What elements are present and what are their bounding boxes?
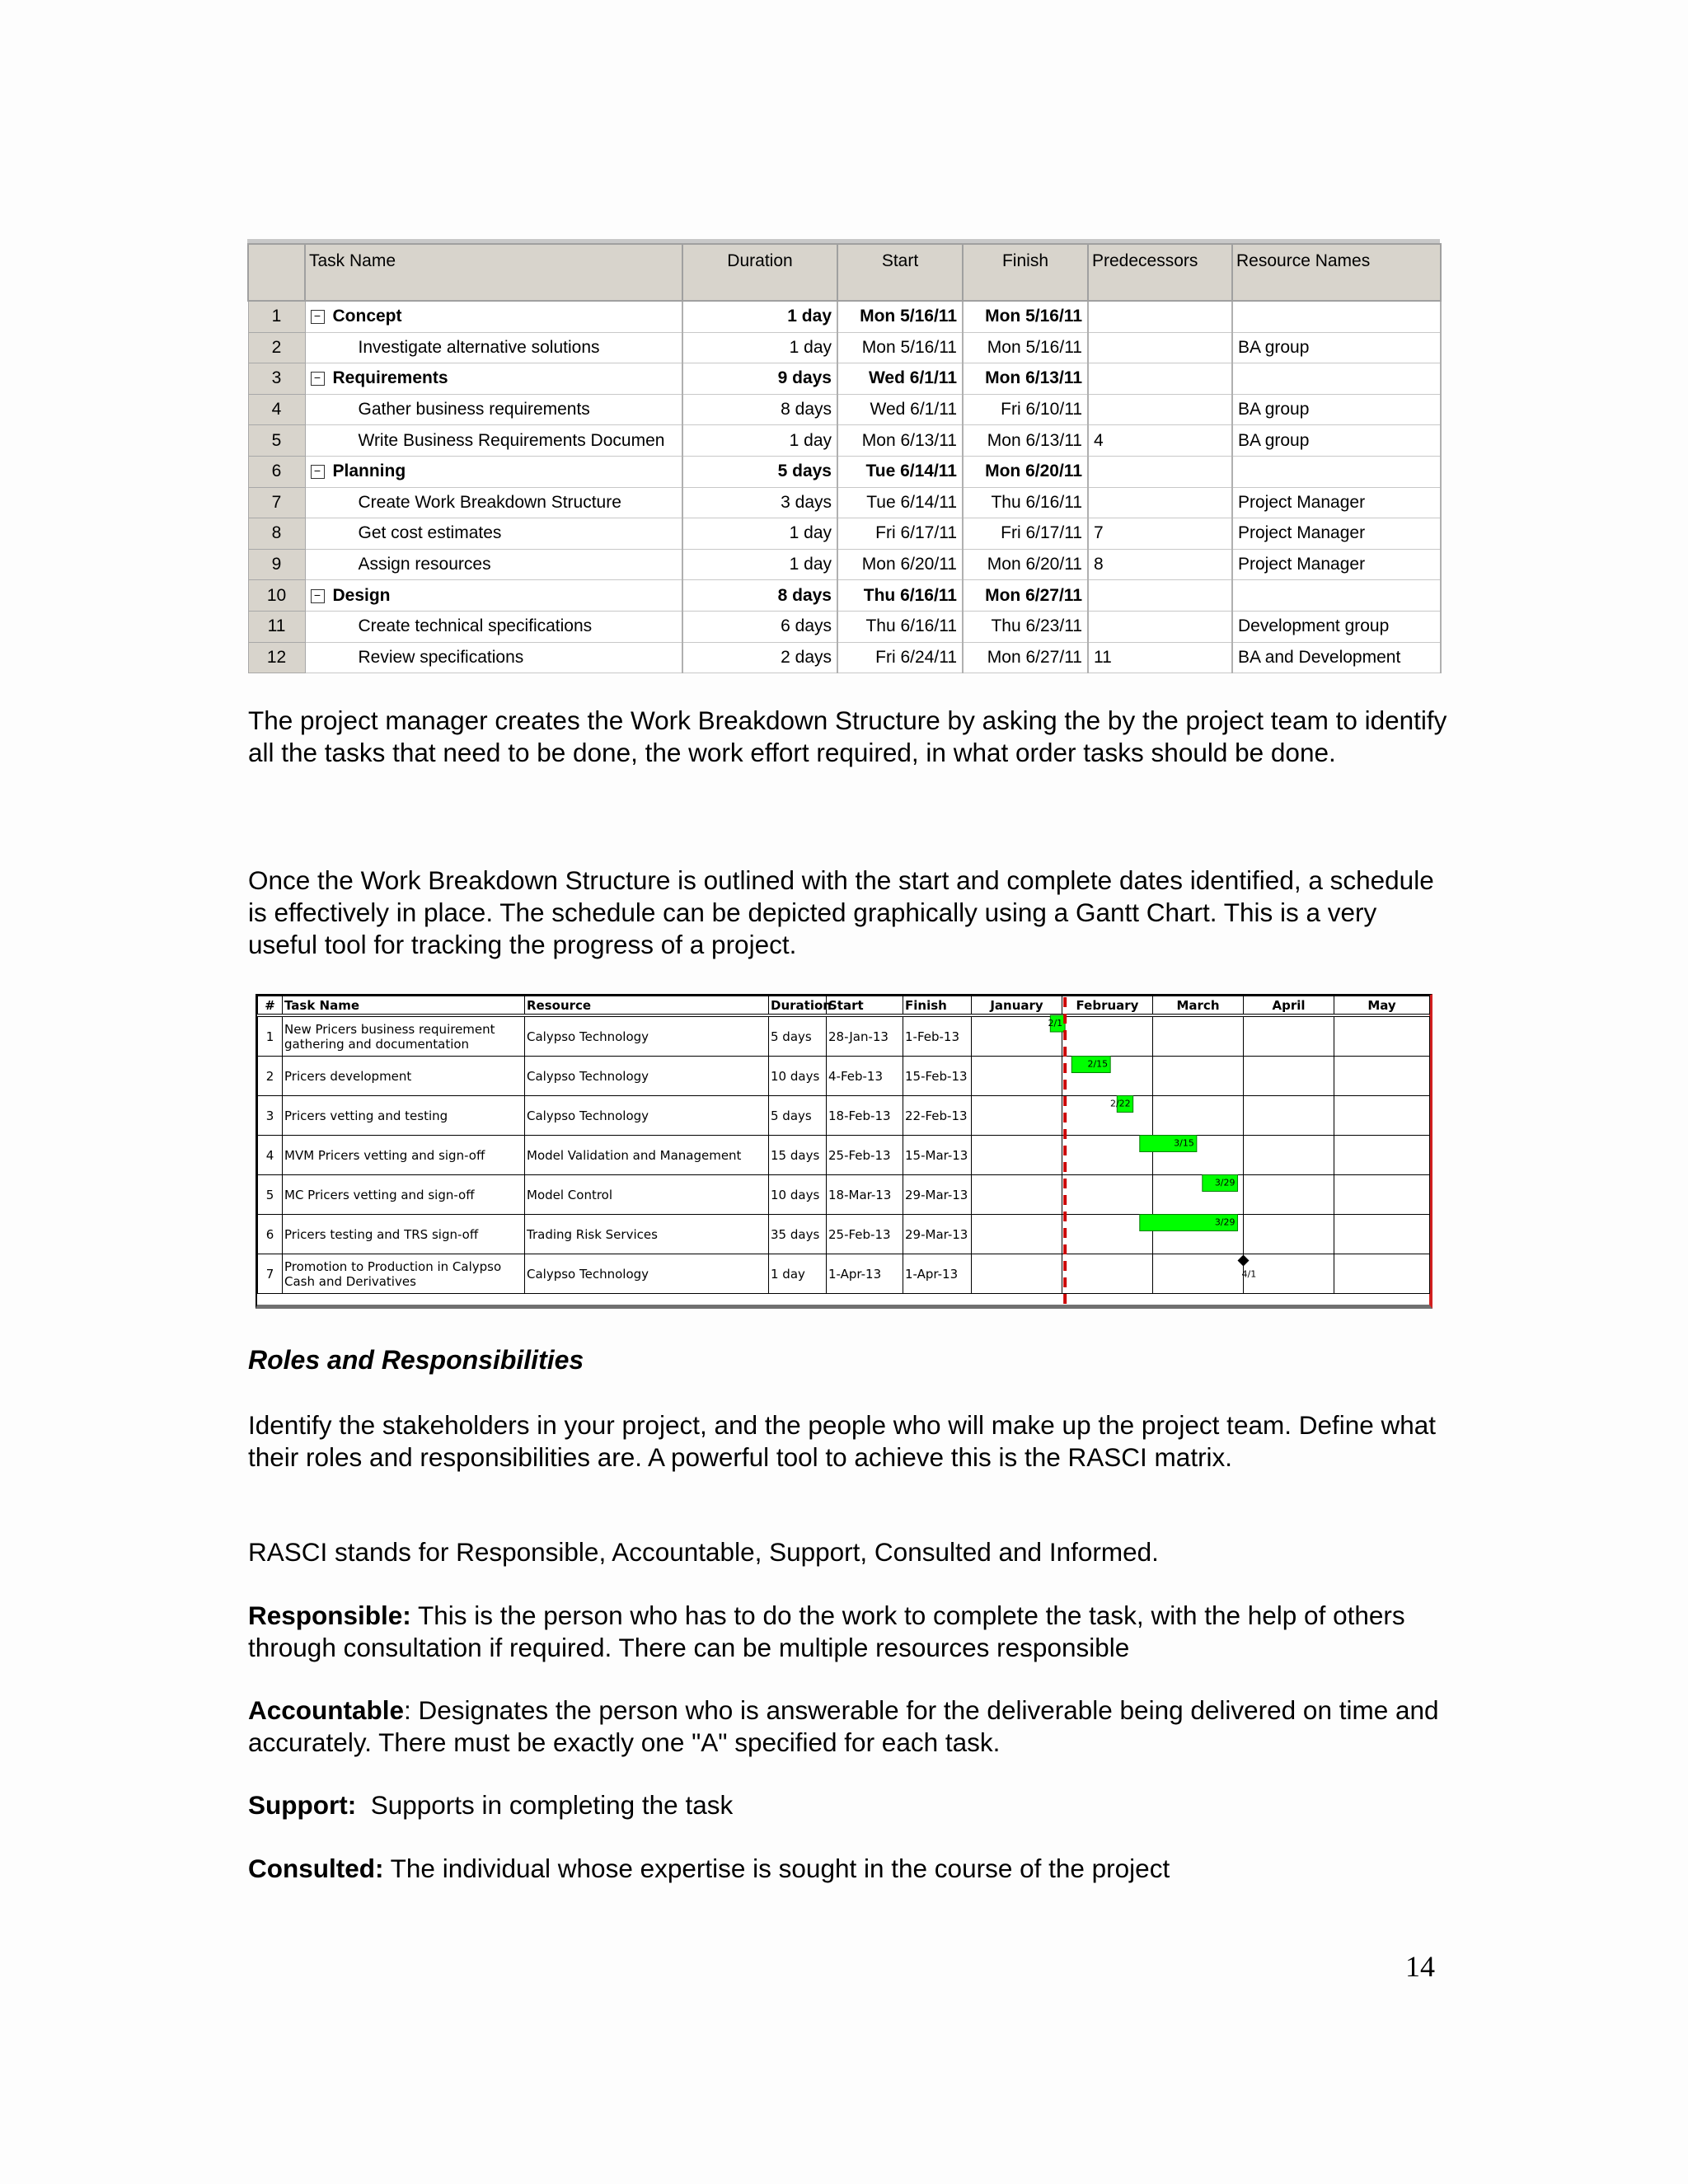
wbs-cell-task <box>305 518 682 550</box>
wbs-task-name: Write Business Requirements Documen <box>358 430 665 450</box>
wbs-cell-num: 10 <box>248 580 305 612</box>
gantt-month-february: February <box>1062 996 1153 1016</box>
wbs-cell-predecessors: 4 <box>1088 425 1232 457</box>
wbs-cell-resource: BA and Development <box>1232 642 1441 673</box>
gantt-cell-duration: 35 days <box>769 1215 827 1254</box>
wbs-cell-start: Mon 6/13/11 <box>837 425 963 457</box>
wbs-row <box>248 363 1441 395</box>
wbs-cell-num: 7 <box>248 487 305 518</box>
text-accountable: : Designates the person who is answerable for the deliverable being delivered on time and accurately. There must be exactly one "A" specified for each task. <box>248 1695 1439 1757</box>
wbs-row <box>248 487 1441 518</box>
gantt-milestone-diamond <box>1238 1255 1250 1267</box>
gantt-bar-label: 3/29 <box>1214 1216 1236 1228</box>
wbs-cell-resource: Project Manager <box>1232 518 1441 550</box>
paragraph-consulted <box>248 1853 1451 1885</box>
wbs-cell-start: Wed 6/1/11 <box>837 363 963 395</box>
wbs-header-start: Start <box>837 244 963 301</box>
wbs-cell-task <box>305 642 682 673</box>
wbs-header-resources: Resource Names <box>1232 244 1441 301</box>
paragraph-rasci: RASCI stands for Responsible, Accountable, Support, Consulted and Informed. <box>248 1537 1159 1567</box>
wbs-cell-resource <box>1232 363 1441 395</box>
gantt-cell-resource: Calypso Technology <box>525 1057 769 1096</box>
gantt-cell-num: 1 <box>258 1015 283 1057</box>
collapse-toggle-icon[interactable]: − <box>311 310 325 324</box>
wbs-cell-num: 2 <box>248 332 305 363</box>
wbs-cell-resource <box>1232 456 1441 487</box>
wbs-cell-start: Mon 5/16/11 <box>837 301 963 332</box>
wbs-cell-duration: 1 day <box>682 301 837 332</box>
gantt-cell-task: MVM Pricers vetting and sign-off <box>283 1136 525 1175</box>
gantt-month-april: April <box>1244 996 1334 1016</box>
wbs-cell-finish: Thu 6/16/11 <box>963 487 1088 518</box>
wbs-cell-num: 6 <box>248 456 305 487</box>
section-heading-roles: Roles and Responsibilities <box>248 1345 584 1375</box>
paragraph-gantt-intro: Once the Work Breakdown Structure is outlined with the start and complete dates identified, a schedule is effectively in place. The schedule can be depicted graphically using a Gantt Chart. This is a very useful tool for tracking the progress of a project. <box>248 865 1434 959</box>
text-support: Supports in completing the task <box>356 1790 734 1820</box>
wbs-task-name: Planning <box>332 462 406 481</box>
wbs-task-name: Review specifications <box>358 647 524 667</box>
wbs-row <box>248 394 1441 425</box>
wbs-cell-duration: 1 day <box>682 332 837 363</box>
gantt-bar-label: 2/1 <box>1048 1018 1063 1029</box>
collapse-toggle-icon[interactable]: − <box>311 372 325 386</box>
wbs-cell-resource: BA group <box>1232 332 1441 363</box>
gantt-bar-label: 4/1 <box>1241 1268 1257 1280</box>
gantt-cell-finish: 29-Mar-13 <box>903 1215 972 1254</box>
wbs-row <box>248 580 1441 612</box>
wbs-cell-finish: Thu 6/23/11 <box>963 611 1088 642</box>
wbs-row <box>248 332 1441 363</box>
paragraph-wbs-intro: The project manager creates the Work Breakdown Structure by asking the by the project team to identify all the tasks that need to be done, the work effort required, in what order tasks should be done. <box>248 705 1447 767</box>
gantt-cell-resource: Calypso Technology <box>525 1015 769 1057</box>
page-number: 14 <box>1405 1950 1435 1983</box>
wbs-cell-task <box>305 549 682 580</box>
wbs-cell-duration: 9 days <box>682 363 837 395</box>
wbs-cell-start: Tue 6/14/11 <box>837 456 963 487</box>
gantt-cell-start: 18-Mar-13 <box>827 1175 903 1215</box>
wbs-cell-finish: Mon 6/20/11 <box>963 549 1088 580</box>
wbs-cell-num: 4 <box>248 394 305 425</box>
wbs-cell-resource: BA group <box>1232 425 1441 457</box>
term-responsible: Responsible: <box>248 1601 411 1630</box>
wbs-cell-resource: Project Manager <box>1232 549 1441 580</box>
gantt-bar-label: 2/15 <box>1087 1058 1109 1070</box>
gantt-bar-label: 3/29 <box>1214 1177 1236 1188</box>
gantt-cell-duration: 5 days <box>769 1015 827 1057</box>
wbs-cell-finish: Mon 6/13/11 <box>963 425 1088 457</box>
wbs-task-name: Investigate alternative solutions <box>358 337 600 357</box>
wbs-task-name: Design <box>332 585 391 605</box>
gantt-header-resource: Resource <box>525 996 769 1016</box>
wbs-header-row <box>248 244 1441 301</box>
gantt-month-january: January <box>972 996 1062 1016</box>
wbs-task-name: Create Work Breakdown Structure <box>358 492 621 512</box>
gantt-bar-label: 2/22 <box>1109 1098 1131 1109</box>
gantt-header-finish: Finish <box>903 996 972 1016</box>
gantt-cell-num: 3 <box>258 1096 283 1136</box>
wbs-cell-duration: 1 day <box>682 518 837 550</box>
gantt-header-duration: Duration <box>769 996 827 1016</box>
wbs-cell-predecessors: 11 <box>1088 642 1232 673</box>
wbs-header-task: Task Name <box>305 244 682 301</box>
wbs-cell-task <box>305 301 682 332</box>
gantt-cell-resource: Calypso Technology <box>525 1096 769 1136</box>
gantt-cell-duration: 15 days <box>769 1136 827 1175</box>
text-consulted: The individual whose expertise is sought in the course of the project <box>383 1854 1170 1883</box>
wbs-header-num <box>248 244 305 301</box>
wbs-cell-predecessors <box>1088 487 1232 518</box>
gantt-cell-resource: Trading Risk Services <box>525 1215 769 1254</box>
term-accountable: Accountable <box>248 1695 405 1725</box>
wbs-cell-resource: Development group <box>1232 611 1441 642</box>
wbs-cell-duration: 2 days <box>682 642 837 673</box>
wbs-cell-resource: Project Manager <box>1232 487 1441 518</box>
wbs-cell-resource <box>1232 580 1441 612</box>
gantt-cell-task: Pricers vetting and testing <box>283 1096 525 1136</box>
wbs-cell-finish: Mon 5/16/11 <box>963 301 1088 332</box>
wbs-cell-num: 12 <box>248 642 305 673</box>
wbs-cell-task <box>305 456 682 487</box>
gantt-cell-start: 28-Jan-13 <box>827 1015 903 1057</box>
gantt-cell-start: 25-Feb-13 <box>827 1215 903 1254</box>
wbs-cell-finish: Fri 6/10/11 <box>963 394 1088 425</box>
text-responsible: This is the person who has to do the work to complete the task, with the help of others through consultation if required. There can be multiple resources responsible <box>248 1601 1405 1662</box>
wbs-cell-num: 8 <box>248 518 305 550</box>
wbs-cell-predecessors <box>1088 611 1232 642</box>
wbs-cell-predecessors <box>1088 363 1232 395</box>
wbs-cell-num: 9 <box>248 549 305 580</box>
wbs-cell-start: Fri 6/24/11 <box>837 642 963 673</box>
wbs-row <box>248 518 1441 550</box>
gantt-month-may: May <box>1334 996 1430 1016</box>
wbs-header-finish: Finish <box>963 244 1088 301</box>
wbs-task-table <box>247 239 1440 673</box>
gantt-cell-num: 5 <box>258 1175 283 1215</box>
wbs-cell-predecessors <box>1088 332 1232 363</box>
gantt-cell-num: 4 <box>258 1136 283 1175</box>
wbs-cell-predecessors <box>1088 456 1232 487</box>
gantt-cell-start: 25-Feb-13 <box>827 1136 903 1175</box>
wbs-cell-start: Wed 6/1/11 <box>837 394 963 425</box>
wbs-cell-resource: BA group <box>1232 394 1441 425</box>
wbs-cell-start: Fri 6/17/11 <box>837 518 963 550</box>
gantt-cell-finish: 1-Apr-13 <box>903 1254 972 1294</box>
gantt-cell-finish: 22-Feb-13 <box>903 1096 972 1136</box>
wbs-cell-duration: 6 days <box>682 611 837 642</box>
wbs-cell-start: Thu 6/16/11 <box>837 580 963 612</box>
wbs-cell-predecessors <box>1088 301 1232 332</box>
gantt-cell-finish: 1-Feb-13 <box>903 1015 972 1057</box>
gantt-cell-num: 2 <box>258 1057 283 1096</box>
gantt-chart <box>256 994 1432 1309</box>
wbs-cell-duration: 5 days <box>682 456 837 487</box>
wbs-row <box>248 611 1441 642</box>
collapse-toggle-icon[interactable]: − <box>311 589 325 603</box>
wbs-row <box>248 549 1441 580</box>
wbs-cell-start: Mon 6/20/11 <box>837 549 963 580</box>
gantt-cell-task: MC Pricers vetting and sign-off <box>283 1175 525 1215</box>
gantt-cell-num: 6 <box>258 1215 283 1254</box>
gantt-cell-finish: 15-Feb-13 <box>903 1057 972 1096</box>
wbs-cell-finish: Mon 6/13/11 <box>963 363 1088 395</box>
wbs-cell-finish: Fri 6/17/11 <box>963 518 1088 550</box>
wbs-task-name: Requirements <box>332 368 448 388</box>
wbs-task-name: Get cost estimates <box>358 523 502 543</box>
wbs-cell-num: 3 <box>248 363 305 395</box>
gantt-cell-task: Promotion to Production in Calypso Cash and Derivatives <box>283 1254 525 1294</box>
paragraph-stakeholders: Identify the stakeholders in your project, and the people who will make up the project team. Define what their roles and responsibilities are. A powerful tool to achieve this is the RASCI matrix. <box>248 1410 1437 1472</box>
wbs-cell-duration: 3 days <box>682 487 837 518</box>
gantt-cell-resource: Model Control <box>525 1175 769 1215</box>
wbs-row <box>248 425 1441 457</box>
wbs-cell-finish: Mon 6/27/11 <box>963 580 1088 612</box>
gantt-header-task: Task Name <box>283 996 525 1016</box>
gantt-cell-duration: 5 days <box>769 1096 827 1136</box>
wbs-cell-finish: Mon 6/27/11 <box>963 642 1088 673</box>
wbs-cell-start: Tue 6/14/11 <box>837 487 963 518</box>
wbs-task-name: Concept <box>332 307 402 326</box>
paragraph-accountable <box>248 1694 1451 1759</box>
gantt-cell-task: New Pricers business requirement gathering and documentation <box>283 1015 525 1057</box>
wbs-cell-predecessors <box>1088 394 1232 425</box>
gantt-cell-duration: 10 days <box>769 1175 827 1215</box>
wbs-cell-task <box>305 487 682 518</box>
wbs-cell-duration: 1 day <box>682 425 837 457</box>
wbs-cell-task <box>305 580 682 612</box>
term-consulted: Consulted: <box>248 1854 384 1883</box>
gantt-header-num: # <box>258 996 283 1016</box>
gantt-cell-resource: Model Validation and Management <box>525 1136 769 1175</box>
collapse-toggle-icon[interactable]: − <box>311 465 325 479</box>
wbs-cell-duration: 8 days <box>682 580 837 612</box>
wbs-cell-resource <box>1232 301 1441 332</box>
wbs-task-name: Gather business requirements <box>358 400 590 419</box>
wbs-cell-task <box>305 425 682 457</box>
wbs-row <box>248 301 1441 332</box>
wbs-cell-num: 5 <box>248 425 305 457</box>
paragraph-support <box>248 1789 1451 1821</box>
wbs-cell-task <box>305 363 682 395</box>
gantt-bars-layer <box>257 996 1429 1307</box>
gantt-month-march: March <box>1153 996 1244 1016</box>
gantt-cell-finish: 29-Mar-13 <box>903 1175 972 1215</box>
gantt-cell-task: Pricers testing and TRS sign-off <box>283 1215 525 1254</box>
gantt-cell-start: 18-Feb-13 <box>827 1096 903 1136</box>
wbs-header-predecessors: Predecessors <box>1088 244 1232 301</box>
gantt-cell-resource: Calypso Technology <box>525 1254 769 1294</box>
wbs-header-duration: Duration <box>682 244 837 301</box>
wbs-task-name: Create technical specifications <box>358 616 593 636</box>
wbs-cell-predecessors: 7 <box>1088 518 1232 550</box>
gantt-cell-duration: 1 day <box>769 1254 827 1294</box>
paragraph-responsible <box>248 1600 1451 1664</box>
wbs-cell-duration: 1 day <box>682 549 837 580</box>
gantt-cell-finish: 15-Mar-13 <box>903 1136 972 1175</box>
wbs-cell-predecessors: 8 <box>1088 549 1232 580</box>
wbs-cell-task <box>305 394 682 425</box>
wbs-cell-finish: Mon 6/20/11 <box>963 456 1088 487</box>
wbs-cell-predecessors <box>1088 580 1232 612</box>
gantt-cell-task: Pricers development <box>283 1057 525 1096</box>
wbs-cell-task <box>305 332 682 363</box>
wbs-table-body <box>248 301 1441 673</box>
gantt-cell-num: 7 <box>258 1254 283 1294</box>
gantt-header-start: Start <box>827 996 903 1016</box>
wbs-row <box>248 642 1441 673</box>
wbs-cell-duration: 8 days <box>682 394 837 425</box>
gantt-cell-duration: 10 days <box>769 1057 827 1096</box>
wbs-cell-finish: Mon 5/16/11 <box>963 332 1088 363</box>
gantt-bar-label: 3/15 <box>1174 1137 1194 1149</box>
wbs-cell-num: 11 <box>248 611 305 642</box>
term-support: Support: <box>248 1790 357 1820</box>
wbs-row <box>248 456 1441 487</box>
wbs-cell-start: Mon 5/16/11 <box>837 332 963 363</box>
wbs-task-name: Assign resources <box>358 555 491 574</box>
wbs-cell-start: Thu 6/16/11 <box>837 611 963 642</box>
gantt-cell-start: 4-Feb-13 <box>827 1057 903 1096</box>
wbs-cell-task <box>305 611 682 642</box>
gantt-cell-start: 1-Apr-13 <box>827 1254 903 1294</box>
wbs-cell-num: 1 <box>248 301 305 332</box>
